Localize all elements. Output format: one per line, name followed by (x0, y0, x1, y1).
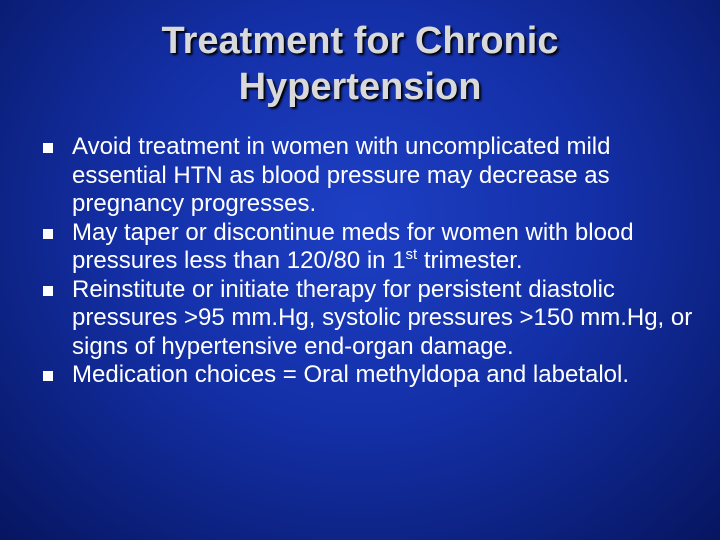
square-bullet-icon (43, 229, 53, 239)
bullet-item (0, 361, 720, 390)
slide-title-line-1: Treatment for Chronic (161, 20, 559, 62)
bullet-item (0, 276, 720, 362)
bullet-text-part: trimester. (417, 247, 523, 274)
square-bullet-icon (43, 371, 53, 381)
bullet-list (0, 133, 720, 390)
slide-title (0, 18, 720, 110)
square-bullet-icon (43, 143, 53, 153)
ordinal-suffix: st (405, 246, 418, 263)
bullet-item (0, 133, 720, 219)
bullet-text: Reinstitute or initiate therapy for persistent diastolic pressures >95 mm.Hg, systolic pressures >150 mm.Hg, or signs of hypertensive end-organ damage. (72, 275, 693, 360)
square-bullet-icon (43, 286, 53, 296)
bullet-text: Medication choices = Oral methyldopa and labetalol. (72, 361, 629, 388)
bullet-text (72, 219, 634, 275)
bullet-text: Avoid treatment in women with uncomplicated mild essential HTN as blood pressure may decrease as pregnancy progresses. (72, 133, 611, 217)
bullet-item (0, 219, 720, 276)
slide-title-line-2: Hypertension (238, 66, 482, 108)
bullet-text-part: May taper or discontinue meds for women with blood pressures less than 120/80 in 1 (72, 218, 634, 274)
